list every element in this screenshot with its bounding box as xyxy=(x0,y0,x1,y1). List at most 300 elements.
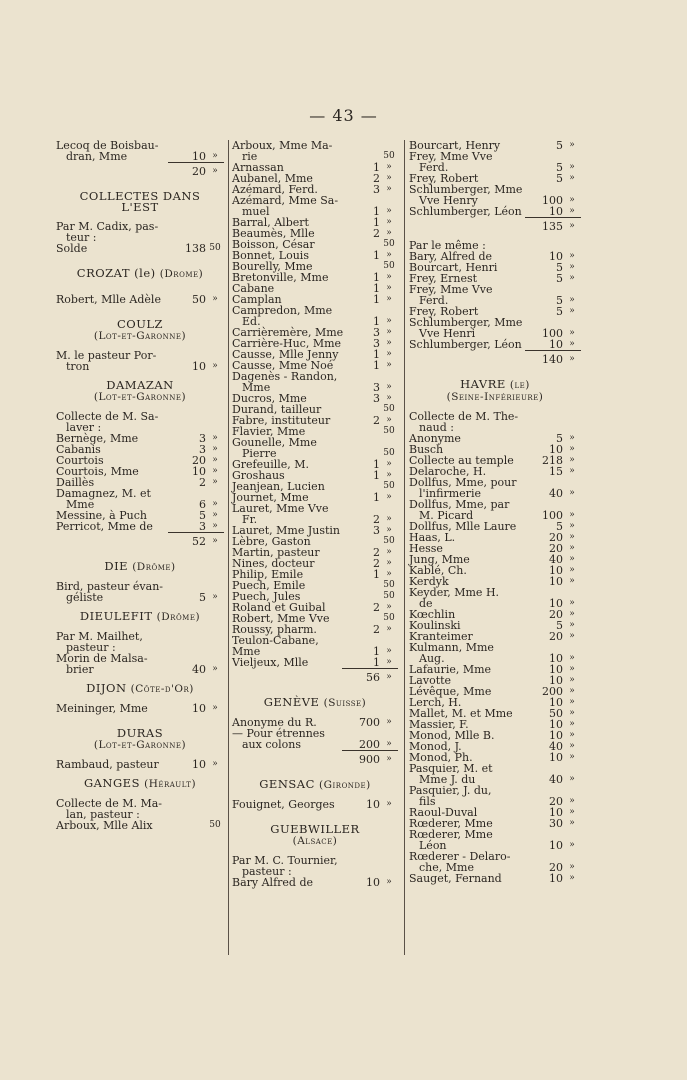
entry-name: Pierre xyxy=(242,447,277,460)
entry-amount: 1 xyxy=(373,315,380,328)
entry-amount: 5 xyxy=(556,619,563,632)
entry-amount: 3 xyxy=(373,524,380,537)
entry-cents: » xyxy=(569,251,575,261)
entry-name: Pasquier, M. et xyxy=(409,762,493,775)
section-heading: GUEBWILLER xyxy=(270,822,360,836)
entry-amount: 50 xyxy=(549,707,563,720)
entry-name: laver : xyxy=(66,421,102,434)
entry-cents: » xyxy=(569,752,575,762)
entry-cents: » xyxy=(569,631,575,641)
entry-amount: 1 xyxy=(373,161,380,174)
entry-row xyxy=(56,664,224,675)
entry-name: Mme xyxy=(66,498,95,511)
entry-name: Ed. xyxy=(242,315,261,328)
entry-cents: » xyxy=(569,328,575,338)
entry-name: Pasquier, J. du, xyxy=(409,784,492,797)
entry-amount: 10 xyxy=(192,465,206,478)
entry-amount: 5 xyxy=(199,591,206,604)
total-row xyxy=(409,217,581,232)
entry-name: Robert, Mme Vve xyxy=(232,612,330,625)
entry-amount: 10 xyxy=(549,443,563,456)
entry-amount: 10 xyxy=(549,663,563,676)
entry-cents: » xyxy=(569,273,575,283)
entry-name: Kablé, Ch. xyxy=(409,564,467,577)
entry-amount: 40 xyxy=(549,487,563,500)
entry-cents: » xyxy=(569,466,575,476)
entry-row xyxy=(56,759,224,770)
entry-name: Campredon, Mme xyxy=(232,304,333,317)
entry-name: l'infirmerie xyxy=(419,487,481,500)
entry-cents: » xyxy=(386,459,392,469)
entry-name: Vve Henri xyxy=(419,327,476,340)
entry-name: Bird, pasteur évan- xyxy=(56,580,163,593)
entry-name: Par M. Mailhet, xyxy=(56,630,143,643)
entry-row xyxy=(56,703,224,714)
total-cents: » xyxy=(386,754,392,764)
entry-name: Lavotte xyxy=(409,674,452,687)
entry-amount: 10 xyxy=(549,575,563,588)
total-spacer xyxy=(56,532,168,547)
entry-cents: » xyxy=(386,877,392,887)
entry-cents: » xyxy=(569,521,575,531)
entry-name: Dollfus, Mme, pour xyxy=(409,476,517,489)
entry-amount: 10 xyxy=(549,751,563,764)
spacer xyxy=(56,280,224,294)
entry-name: Nines, docteur xyxy=(232,557,315,570)
entry-amount: 1 xyxy=(373,359,380,372)
entry-cents: » xyxy=(386,717,392,727)
entry-cents: » xyxy=(386,470,392,480)
entry-amount: 10 xyxy=(549,806,563,819)
entry-name: Massier, F. xyxy=(409,718,469,731)
entry-name: Ferd. xyxy=(419,294,449,307)
entry-amount: 15 xyxy=(549,465,563,478)
entry-amount: 1 xyxy=(373,282,380,295)
entry-name: Delaroche, H. xyxy=(409,465,487,478)
entry-amount: 3 xyxy=(373,337,380,350)
entry-name: Fouignet, Georges xyxy=(232,798,335,811)
entry-cents: » xyxy=(386,739,392,749)
entry-name: Monod, J. xyxy=(409,740,462,753)
entry-name: Aug. xyxy=(419,652,445,665)
entry-cents: » xyxy=(386,646,392,656)
entry-amount: 10 xyxy=(549,718,563,731)
entry-name: Rœderer, Mme xyxy=(409,828,493,841)
entry-name: Vve Henry xyxy=(419,194,478,207)
entry-name: Collecte au temple xyxy=(409,454,514,467)
entry-name: Ducros, Mme xyxy=(232,392,307,405)
entry-name: Puech, Jules xyxy=(232,590,301,603)
entry-amount: 10 xyxy=(549,674,563,687)
entry-amount: 10 xyxy=(549,205,563,218)
entry-name: Frey, Ernest xyxy=(409,272,478,285)
entry-name: Vieljeux, Mlle xyxy=(232,656,309,669)
entry-cents: » xyxy=(569,444,575,454)
entry-amount: 10 xyxy=(549,729,563,742)
entry-name: lan, pasteur : xyxy=(66,808,140,821)
entry-amount: 1 xyxy=(373,249,380,262)
entry-row xyxy=(56,820,224,831)
entry-row xyxy=(409,339,581,350)
section-heading: (Lot-et-Garonne) xyxy=(93,739,187,751)
entry-cents: » xyxy=(569,598,575,608)
entry-amount: 10 xyxy=(192,360,206,373)
entry-cents: » xyxy=(212,466,218,476)
entry-name: Monod, Ph. xyxy=(409,751,473,764)
entry-amount: 10 xyxy=(549,696,563,709)
entry-name: Schlumberger, Léon xyxy=(409,338,522,351)
entry-cents: » xyxy=(386,228,392,238)
entry-cents: » xyxy=(386,283,392,293)
entry-amount: 20 xyxy=(549,795,563,808)
entry-cents: » xyxy=(212,521,218,531)
entry-name: Roland et Guibal xyxy=(232,601,326,614)
entry-amount: 2 xyxy=(373,513,380,526)
total-box xyxy=(525,217,581,232)
section-heading: GENSAC (Gironde) xyxy=(259,777,371,791)
entry-amount: 5 xyxy=(556,305,563,318)
entry-name: Azémard, Ferd. xyxy=(232,183,318,196)
entry-cents: 50 xyxy=(209,820,221,830)
entry-name: Frey, Mme Vve xyxy=(409,283,493,296)
entry-name: Philip, Emile xyxy=(232,568,304,581)
entry-amount: 10 xyxy=(192,758,206,771)
entry-name: aux colons xyxy=(242,738,301,751)
entry-name: Collecte de M. Ma- xyxy=(56,797,163,810)
entry-amount: 20 xyxy=(549,531,563,544)
entry-name: Carrière-Huc, Mme xyxy=(232,337,342,350)
total-spacer xyxy=(409,350,525,365)
entry-name: Schlumberger, Mme xyxy=(409,316,523,329)
entry-name: fils xyxy=(419,795,436,808)
entry-name: Arboux, Mlle Alix xyxy=(56,819,153,832)
entry-amount: 20 xyxy=(549,630,563,643)
total-amount: 135 xyxy=(542,220,563,233)
entry-name: Lauret, Mme Justin xyxy=(232,524,340,537)
entry-name: Aubanel, Mme xyxy=(232,172,313,185)
entry-name: Durand, tailleur xyxy=(232,403,322,416)
section-heading: (Lot-et-Garonne) xyxy=(93,330,187,342)
section-heading: DURAS xyxy=(116,726,164,740)
entry-cents: » xyxy=(386,349,392,359)
entry-amount: 100 xyxy=(542,509,563,522)
entry-amount: 2 xyxy=(373,172,380,185)
entry-name: Sauget, Fernand xyxy=(409,872,502,885)
entry-name: Kerdyk xyxy=(409,575,449,588)
section-heading: GENÈVE (Suisse) xyxy=(263,695,367,709)
section-heading: DAMAZAN xyxy=(106,378,174,392)
entry-amount: 5 xyxy=(556,161,563,174)
section-heading: COULZ xyxy=(116,317,164,331)
entry-name: Haas, L. xyxy=(409,531,456,544)
entry-amount: 10 xyxy=(549,839,563,852)
entry-cents: » xyxy=(386,162,392,172)
entry-name: Collecte de M. The- xyxy=(409,410,519,423)
entry-name: Bourcart, Henry xyxy=(409,139,501,152)
entry-cents: » xyxy=(569,686,575,696)
entry-amount: 1 xyxy=(373,293,380,306)
entry-name: Mme J. du xyxy=(419,773,476,786)
entry-cents: » xyxy=(569,807,575,817)
entry-name: Roussy, pharm. xyxy=(232,623,317,636)
entry-amount: 20 xyxy=(192,454,206,467)
entry-amount: 138 xyxy=(185,242,206,255)
entry-cents: » xyxy=(386,338,392,348)
entry-amount: 100 xyxy=(542,327,563,340)
section-heading: COLLECTES DANS xyxy=(79,189,201,203)
entry-name: Koulinski xyxy=(409,619,461,632)
entry-amount: 5 xyxy=(556,520,563,533)
entry-cents: » xyxy=(212,592,218,602)
entry-cents: 50 xyxy=(209,243,221,253)
entry-row xyxy=(56,592,224,603)
entry-name: Morin de Malsa- xyxy=(56,652,148,665)
entry-amount: 5 xyxy=(556,272,563,285)
entry-name: Arboux, Mme Ma- xyxy=(232,139,333,152)
entry-amount: 5 xyxy=(556,261,563,274)
entry-amount: 40 xyxy=(192,663,206,676)
entry-name: Teulon-Cabane, Mme xyxy=(232,634,319,658)
section-heading: CROZAT (le) (Drome) xyxy=(76,266,204,280)
entry-name: rie xyxy=(242,150,258,163)
entry-name: Cabanis xyxy=(56,443,101,456)
entry-cents: 50 xyxy=(383,591,395,601)
entry-name: Anonyme du R. xyxy=(232,716,317,729)
entry-amount: 3 xyxy=(199,443,206,456)
entry-name: Hesse xyxy=(409,542,443,555)
entry-row xyxy=(409,873,581,884)
entry-cents: » xyxy=(569,543,575,553)
entry-name: Flavier, Mme xyxy=(232,425,306,438)
entry-amount: 10 xyxy=(549,872,563,885)
entry-cents: 50 xyxy=(383,481,395,491)
entry-name: dran, Mme xyxy=(66,150,128,163)
entry-cents: » xyxy=(569,730,575,740)
entry-name: Kranteimer xyxy=(409,630,473,643)
entry-name: Bary Alfred de xyxy=(232,876,314,889)
entry-name: Mme xyxy=(242,381,271,394)
entry-name: pasteur : xyxy=(66,641,116,654)
entry-cents: » xyxy=(386,206,392,216)
entry-cents: » xyxy=(569,873,575,883)
entry-cents: » xyxy=(386,382,392,392)
entry-name: Bourcart, Henri xyxy=(409,261,498,274)
total-amount: 140 xyxy=(542,353,563,366)
entry-amount: 3 xyxy=(373,183,380,196)
entry-cents: » xyxy=(569,653,575,663)
entry-cents: » xyxy=(212,510,218,520)
entry-amount: 2 xyxy=(373,623,380,636)
entry-cents: » xyxy=(386,250,392,260)
entry-name: de xyxy=(419,597,433,610)
entry-amount: 10 xyxy=(192,150,206,163)
entry-cents: 50 xyxy=(383,239,395,249)
entry-amount: 10 xyxy=(192,702,206,715)
entry-name: Gounelle, Mme xyxy=(232,436,317,449)
entry-name: Kœchlin xyxy=(409,608,456,621)
entry-name: brier xyxy=(66,663,94,676)
entry-amount: 3 xyxy=(373,381,380,394)
entry-name: Lafaurie, Mme xyxy=(409,663,492,676)
total-box xyxy=(168,532,224,547)
entry-name: Anonyme xyxy=(409,432,461,445)
entry-amount: 10 xyxy=(549,338,563,351)
page-number: — 43 — xyxy=(309,106,378,125)
entry-cents: » xyxy=(212,444,218,454)
entry-amount: 1 xyxy=(373,491,380,504)
entry-row xyxy=(232,739,398,750)
entry-cents: 50 xyxy=(383,404,395,414)
entry-amount: 30 xyxy=(549,817,563,830)
entry-name: Boisson, César xyxy=(232,238,315,251)
section-heading: (Lot-et-Garonne) xyxy=(93,391,187,403)
entry-cents: » xyxy=(569,840,575,850)
entry-name: Schlumberger, Léon xyxy=(409,205,522,218)
entry-cents: » xyxy=(212,703,218,713)
entry-cents: » xyxy=(569,306,575,316)
total-row xyxy=(56,162,224,177)
entry-row xyxy=(56,361,224,372)
entry-cents: » xyxy=(569,195,575,205)
entry-amount: 200 xyxy=(359,738,380,751)
entry-amount: 1 xyxy=(373,458,380,471)
entry-name: Damagnez, M. et xyxy=(56,487,151,500)
entry-name: Lecoq de Boisbau- xyxy=(56,139,159,152)
entry-amount: 5 xyxy=(199,509,206,522)
entry-amount: 100 xyxy=(542,194,563,207)
entry-name: Bernège, Mme xyxy=(56,432,139,445)
entry-name: Par M. C. Tournier, xyxy=(232,854,338,867)
entry-name: Courtois, Mme xyxy=(56,465,139,478)
entry-cents: » xyxy=(569,262,575,272)
entry-cents: » xyxy=(569,862,575,872)
entry-row xyxy=(56,521,224,532)
entry-name: Par M. Cadix, pas- xyxy=(56,220,159,233)
entry-cents: » xyxy=(569,162,575,172)
entry-name: Bary, Alfred de xyxy=(409,250,493,263)
entry-name: Collecte de M. Sa- xyxy=(56,410,159,423)
entry-amount: 2 xyxy=(373,414,380,427)
entry-amount: 40 xyxy=(549,773,563,786)
entry-row xyxy=(56,151,224,162)
entry-name: Rœderer - Delaro- xyxy=(409,850,511,863)
entry-amount: 1 xyxy=(373,645,380,658)
entry-amount: 20 xyxy=(549,608,563,621)
total-row xyxy=(56,532,224,547)
entry-cents: » xyxy=(569,741,575,751)
entry-cents: » xyxy=(569,796,575,806)
entry-cents: » xyxy=(569,455,575,465)
entry-amount: 50 xyxy=(192,293,206,306)
entry-amount: 40 xyxy=(549,553,563,566)
entry-cents: » xyxy=(212,433,218,443)
entry-amount: 3 xyxy=(373,326,380,339)
spacer xyxy=(56,675,224,683)
entry-amount: 10 xyxy=(366,876,380,889)
entry-name: Kulmann, Mme xyxy=(409,641,494,654)
entry-row xyxy=(409,206,581,217)
entry-cents: 50 xyxy=(383,426,395,436)
entry-amount: 5 xyxy=(556,139,563,152)
entry-cents: » xyxy=(569,719,575,729)
entry-amount: 200 xyxy=(542,685,563,698)
entry-amount: 5 xyxy=(556,432,563,445)
entry-name: Jung, Mme xyxy=(409,553,470,566)
entry-amount: 1 xyxy=(373,205,380,218)
entry-amount: 5 xyxy=(556,294,563,307)
entry-cents: » xyxy=(386,657,392,667)
entry-amount: 5 xyxy=(556,172,563,185)
entry-cents: » xyxy=(569,675,575,685)
section-heading: L'EST xyxy=(121,200,159,214)
entry-name: Frey, Robert xyxy=(409,172,479,185)
entry-cents: » xyxy=(569,206,575,216)
total-cents: » xyxy=(569,354,575,364)
entry-cents: » xyxy=(212,759,218,769)
entry-name: Robert, Mlle Adèle xyxy=(56,293,161,306)
entry-cents: 50 xyxy=(383,613,395,623)
section-heading: DIJON (Côte-d'Or) xyxy=(86,681,194,695)
entry-amount: 2 xyxy=(373,227,380,240)
entry-cents: » xyxy=(386,294,392,304)
total-row xyxy=(232,668,398,683)
column-divider xyxy=(228,140,229,955)
entry-name: Courtois xyxy=(56,454,104,467)
entry-amount: 1 xyxy=(373,216,380,229)
entry-cents: » xyxy=(569,609,575,619)
section-heading: HAVRE (le) xyxy=(460,377,530,391)
entry-name: naud : xyxy=(419,421,454,434)
entry-name: Martin, pasteur xyxy=(232,546,320,559)
entry-cents: » xyxy=(569,510,575,520)
entry-cents: » xyxy=(569,488,575,498)
total-spacer xyxy=(56,162,168,177)
entry-cents: » xyxy=(386,602,392,612)
entry-name: Solde xyxy=(56,242,88,255)
entry-name: Rambaud, pasteur xyxy=(56,758,159,771)
entry-amount: 700 xyxy=(359,716,380,729)
total-row xyxy=(409,350,581,365)
entry-name: Mallet, M. et Mme xyxy=(409,707,513,720)
section-heading: (Seine-Inférieure) xyxy=(446,391,544,403)
entry-name: muel xyxy=(242,205,270,218)
entry-amount: 2 xyxy=(373,557,380,570)
entry-cents: » xyxy=(212,294,218,304)
entry-name: Lèbre, Gaston xyxy=(232,535,311,548)
entry-name: Jeanjean, Lucien xyxy=(232,480,325,493)
total-box xyxy=(342,750,398,765)
entry-amount: 3 xyxy=(199,520,206,533)
entry-cents: » xyxy=(386,173,392,183)
entry-cents: » xyxy=(386,569,392,579)
total-amount: 56 xyxy=(366,671,380,684)
entry-name: Fabre, instituteur xyxy=(232,414,331,427)
entry-row xyxy=(56,294,224,305)
section-heading: DIEULEFIT (Drôme) xyxy=(79,609,201,623)
entry-name: Bonnet, Louis xyxy=(232,249,309,262)
section-heading: (Alsace) xyxy=(292,835,338,847)
entry-cents: » xyxy=(569,554,575,564)
entry-cents: » xyxy=(569,433,575,443)
section-heading: DIE (Drôme) xyxy=(104,559,176,573)
total-spacer xyxy=(232,750,342,765)
entry-name: Messine, à Puch xyxy=(56,509,147,522)
entry-amount: 10 xyxy=(549,564,563,577)
column-divider xyxy=(404,140,405,955)
total-box xyxy=(342,668,398,683)
entry-cents: 50 xyxy=(383,448,395,458)
total-cents: » xyxy=(569,221,575,231)
